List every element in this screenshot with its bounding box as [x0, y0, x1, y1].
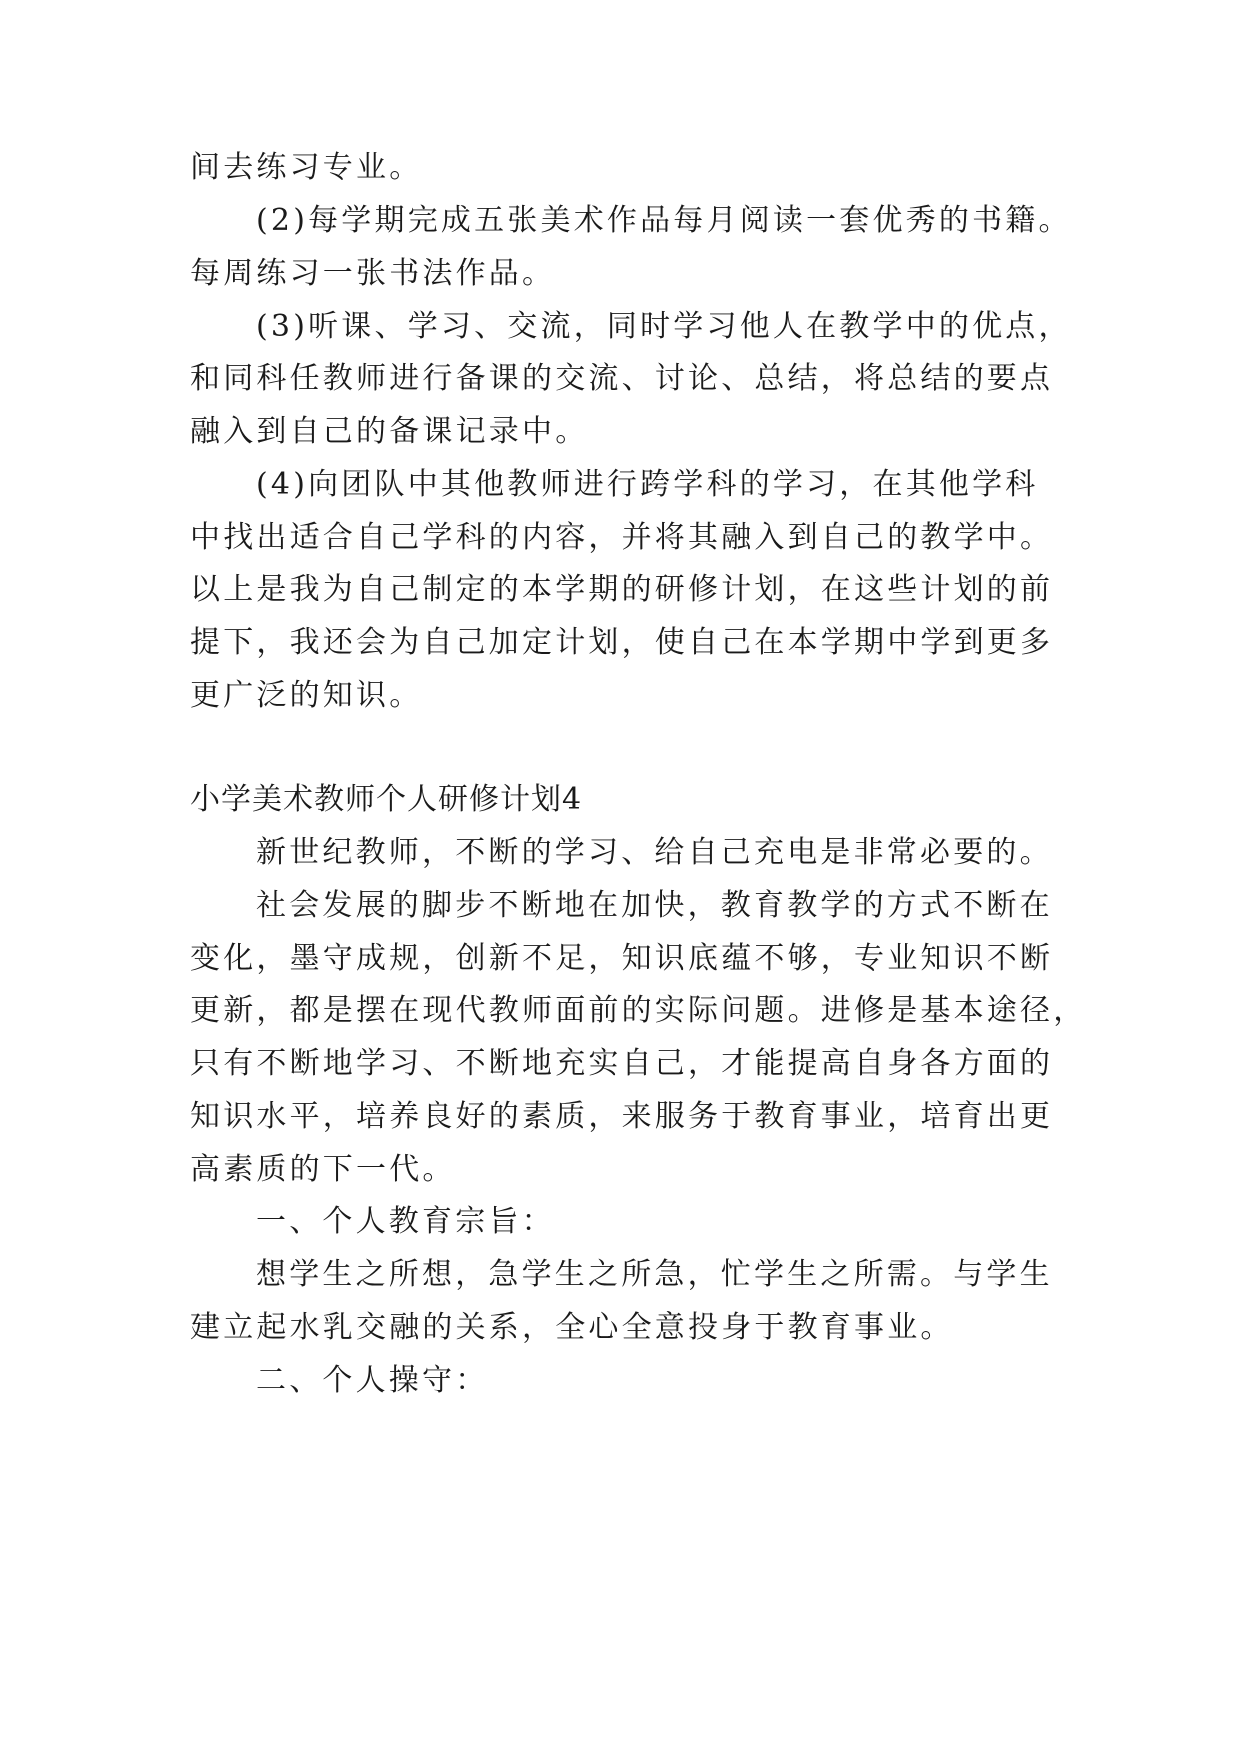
text-line: 知识水平，培养良好的素质，来服务于教育事业，培育出更 — [190, 1099, 1054, 1134]
text-line: 建立起水乳交融的关系，全心全意投身于教育事业。 — [190, 1310, 954, 1345]
text-line: 只有不断地学习、不断地充实自己，才能提高自身各方面的 — [190, 1046, 1054, 1081]
text-line: 融入到自己的备课记录中。 — [190, 414, 589, 449]
text-line: 更新，都是摆在现代教师面前的实际问题。进修是基本途径， — [190, 993, 1087, 1028]
subheading: 一、个人教育宗旨： — [256, 1204, 555, 1239]
text-line: 以上是我为自己制定的本学期的研修计划，在这些计划的前 — [190, 572, 1054, 607]
subheading: 二、个人操守： — [256, 1363, 489, 1398]
text-line: 想学生之所想，急学生之所急，忙学生之所需。与学生 — [256, 1257, 1053, 1292]
text-line: 每周练习一张书法作品。 — [190, 256, 556, 291]
text-line: 高素质的下一代。 — [190, 1152, 456, 1187]
text-line: 更广泛的知识。 — [190, 678, 423, 713]
text-line: 和同科任教师进行备课的交流、讨论、总结，将总结的要点 — [190, 361, 1054, 396]
text-line: (4)向团队中其他教师进行跨学科的学习，在其他学科 — [256, 467, 1039, 502]
text-line: 提下，我还会为自己加定计划，使自己在本学期中学到更多 — [190, 625, 1054, 660]
text-line: 新世纪教师，不断的学习、给自己充电是非常必要的。 — [256, 835, 1053, 870]
text-line: 社会发展的脚步不断地在加快，教育教学的方式不断在 — [256, 888, 1053, 923]
text-line: 间去练习专业。 — [190, 150, 423, 185]
section-heading: 小学美术教师个人研修计划4 — [190, 782, 583, 817]
text-line: 变化，墨守成规，创新不足，知识底蕴不够，专业知识不断 — [190, 941, 1054, 976]
text-line: (2)每学期完成五张美术作品每月阅读一套优秀的书籍。 — [256, 203, 1072, 238]
text-line: 中找出适合自己学科的内容，并将其融入到自己的教学中。 — [190, 520, 1054, 555]
text-line: (3)听课、学习、交流，同时学习他人在教学中的优点， — [256, 309, 1072, 344]
